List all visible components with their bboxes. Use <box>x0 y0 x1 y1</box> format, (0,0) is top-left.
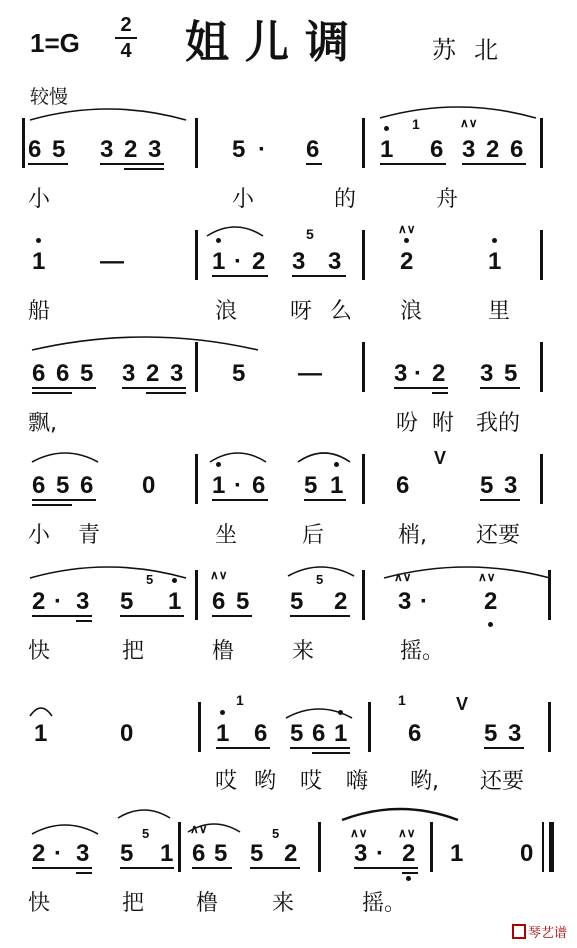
note: 6 <box>408 720 422 747</box>
note-dot: · <box>234 248 242 275</box>
logo-text: 琴艺谱 <box>528 926 568 941</box>
note: 6 <box>252 472 266 499</box>
underline-eighth <box>192 867 232 869</box>
note: 3 <box>394 360 408 387</box>
lyric: 摇。 <box>400 639 445 664</box>
bar-line <box>362 230 365 280</box>
underline-sixteenth <box>76 620 92 622</box>
bar-line <box>198 702 201 752</box>
bar-line <box>195 570 198 620</box>
key-signature: 1=G <box>30 28 80 58</box>
note: 3 <box>328 248 342 275</box>
lyric: 来 <box>272 891 295 916</box>
tempo-marking: 较慢 <box>30 86 69 108</box>
underline-eighth <box>32 499 96 501</box>
note: 3 <box>122 360 136 387</box>
bar-line <box>548 702 551 752</box>
note: 1 <box>488 248 502 275</box>
mordent-mark: ∧∨ <box>350 826 368 840</box>
note-dot: · <box>414 360 422 387</box>
note: 5 <box>232 360 246 387</box>
phrase-slur <box>296 446 352 464</box>
underline-eighth <box>292 275 346 277</box>
grace-note: 5 <box>142 826 150 841</box>
rest: 0 <box>520 840 534 867</box>
underline-eighth <box>122 387 186 389</box>
lyric: 哎 <box>300 769 323 794</box>
phrase-slur <box>116 804 172 820</box>
grace-note: 5 <box>272 826 280 841</box>
underline-eighth <box>290 747 350 749</box>
grace-note: 5 <box>146 572 154 587</box>
mordent-mark: ∧∨ <box>460 116 478 130</box>
lyric: 来 <box>292 639 315 664</box>
mordent-mark: ∧∨ <box>398 222 416 236</box>
bar-line <box>195 230 198 280</box>
note: 6 <box>56 360 70 387</box>
note: 2 <box>32 840 46 867</box>
note-dot: · <box>234 472 242 499</box>
note: 2 <box>486 136 500 163</box>
lyric: 浪 <box>400 299 423 324</box>
note: 1 <box>34 720 48 747</box>
note: 3 <box>170 360 184 387</box>
bar-line <box>178 822 181 872</box>
bar-line <box>195 454 198 504</box>
lyric: 还要 <box>480 769 525 794</box>
bar-line <box>362 570 365 620</box>
lyric: 么 <box>330 299 353 324</box>
dash: — <box>298 360 322 387</box>
note: 2 <box>402 840 416 867</box>
mordent-mark: ∧∨ <box>190 822 208 836</box>
lyric: 嗨 <box>346 769 369 794</box>
bar-line <box>195 118 198 168</box>
underline-eighth <box>32 387 96 389</box>
phrase-slur <box>30 330 260 352</box>
time-signature-denominator: 4 <box>120 40 132 62</box>
note: 5 <box>480 472 494 499</box>
phrase-slur <box>378 100 538 120</box>
phrase-slur <box>28 702 54 718</box>
note-dot: · <box>258 136 266 163</box>
lyric: 哟, <box>410 769 439 794</box>
final-bar-thin <box>542 822 544 872</box>
note: 1 <box>450 840 464 867</box>
lyric: 把 <box>122 891 145 916</box>
note: 6 <box>312 720 326 747</box>
lyric: 小 <box>232 187 255 212</box>
bar-line <box>362 342 365 392</box>
lyric: 船 <box>28 299 51 324</box>
lyric: 哟 <box>254 769 277 794</box>
lyric: 橹 <box>212 639 235 664</box>
bar-line <box>548 570 551 620</box>
lyric: 吩 <box>396 411 419 436</box>
lyric: 后 <box>302 523 325 548</box>
underline-eighth <box>212 499 268 501</box>
lyric: 青 <box>78 523 101 548</box>
underline-eighth <box>32 867 92 869</box>
bar-line <box>368 702 371 752</box>
underline-eighth <box>28 163 68 165</box>
note: 6 <box>430 136 444 163</box>
note: 5 <box>120 588 134 615</box>
underline-eighth <box>32 615 92 617</box>
note: 6 <box>32 360 46 387</box>
note: 1 <box>160 840 174 867</box>
lyric: 舟 <box>436 187 459 212</box>
dash: — <box>100 248 124 275</box>
mordent-mark: ∧∨ <box>210 568 228 582</box>
note: 2 <box>400 248 414 275</box>
note: 3 <box>76 840 90 867</box>
note: 6 <box>212 588 226 615</box>
underline-eighth <box>480 499 520 501</box>
underline-sixteenth <box>124 168 164 170</box>
grace-note: 5 <box>306 226 314 242</box>
lyric: 摇。 <box>362 891 407 916</box>
high-octave-dot <box>216 238 221 243</box>
underline-eighth <box>290 615 350 617</box>
phrase-slur <box>284 702 354 720</box>
underline-eighth <box>216 747 270 749</box>
note: 2 <box>284 840 298 867</box>
note: 1 <box>216 720 230 747</box>
note: 5 <box>80 360 94 387</box>
note: 1 <box>334 720 348 747</box>
underline-eighth <box>380 163 446 165</box>
note-dot: · <box>54 588 62 615</box>
lyric: 橹 <box>196 891 219 916</box>
phrase-slur <box>340 802 460 822</box>
high-octave-dot <box>216 462 221 467</box>
lyric: 里 <box>488 299 511 324</box>
breath-mark: V <box>456 694 469 714</box>
underline-eighth <box>120 867 174 869</box>
mordent-mark: ∧∨ <box>478 570 496 584</box>
note-dot: · <box>376 840 384 867</box>
note: 5 <box>250 840 264 867</box>
lyric: 小 <box>28 187 51 212</box>
underline-eighth <box>250 867 300 869</box>
grace-note: 1 <box>412 116 420 132</box>
site-logo[interactable] <box>512 922 567 941</box>
grace-note: 5 <box>316 572 324 587</box>
note: 5 <box>484 720 498 747</box>
underline-eighth <box>304 499 346 501</box>
note: 6 <box>80 472 94 499</box>
note: 5 <box>214 840 228 867</box>
lyric: 快 <box>28 639 51 664</box>
underline-eighth <box>462 163 526 165</box>
note: 5 <box>290 588 304 615</box>
time-signature-bar <box>115 37 137 39</box>
note: 3 <box>398 588 412 615</box>
underline-eighth <box>306 163 322 165</box>
song-title: 姐儿调 <box>185 17 365 68</box>
note: 5 <box>56 472 70 499</box>
underline-eighth <box>100 163 164 165</box>
bar-line <box>22 118 25 168</box>
high-octave-dot <box>338 710 343 715</box>
grace-note: 1 <box>398 692 406 708</box>
lyric: 把 <box>122 639 145 664</box>
underline-eighth <box>484 747 524 749</box>
note: 6 <box>28 136 42 163</box>
high-octave-dot <box>172 578 177 583</box>
lyric: 梢, <box>398 523 427 548</box>
note: 1 <box>168 588 182 615</box>
high-octave-dot <box>384 126 389 131</box>
note: 3 <box>292 248 306 275</box>
note: 6 <box>32 472 46 499</box>
bar-line <box>362 118 365 168</box>
phrase-slur <box>30 446 100 464</box>
bar-line <box>540 230 543 280</box>
note: 5 <box>236 588 250 615</box>
lyric: 我的 <box>476 411 521 436</box>
underline-sixteenth <box>76 872 92 874</box>
note: 3 <box>148 136 162 163</box>
lyric: 快 <box>28 891 51 916</box>
underline-sixteenth <box>312 752 350 754</box>
phrase-slur <box>28 560 188 580</box>
final-bar-thick <box>549 822 554 872</box>
underline-sixteenth <box>32 504 72 506</box>
low-octave-dot <box>406 876 411 881</box>
note: 6 <box>396 472 410 499</box>
note: 6 <box>306 136 320 163</box>
note-dot: · <box>420 588 428 615</box>
rest: 0 <box>120 720 134 747</box>
high-octave-dot <box>334 462 339 467</box>
lyric: 咐 <box>432 411 455 436</box>
note: 6 <box>254 720 268 747</box>
note: 5 <box>290 720 304 747</box>
bar-line <box>540 454 543 504</box>
mordent-mark: ∧∨ <box>398 826 416 840</box>
note-dot: · <box>54 840 62 867</box>
time-signature-numerator: 2 <box>120 14 132 36</box>
note: 3 <box>504 472 518 499</box>
underline-sixteenth <box>402 872 418 874</box>
underline-eighth <box>394 387 448 389</box>
lyric: 小 <box>28 523 51 548</box>
mordent-mark: ∧∨ <box>394 570 412 584</box>
note: 2 <box>124 136 138 163</box>
underline-sixteenth <box>32 392 72 394</box>
note: 2 <box>146 360 160 387</box>
phrase-slur <box>30 818 100 836</box>
note: 6 <box>192 840 206 867</box>
logo-icon <box>512 924 526 939</box>
note: 2 <box>432 360 446 387</box>
breath-mark: V <box>434 448 447 468</box>
lyric: 浪 <box>215 299 238 324</box>
high-octave-dot <box>404 238 409 243</box>
underline-sixteenth <box>146 392 186 394</box>
lyric: 的 <box>334 187 357 212</box>
song-region: 苏北 <box>432 36 516 64</box>
note: 3 <box>462 136 476 163</box>
note: 5 <box>304 472 318 499</box>
bar-line <box>540 342 543 392</box>
note: 6 <box>510 136 524 163</box>
note: 3 <box>76 588 90 615</box>
note: 2 <box>334 588 348 615</box>
phrase-slur <box>28 102 188 122</box>
underline-sixteenth <box>432 392 448 394</box>
lyric: 飘, <box>28 411 57 436</box>
high-octave-dot <box>36 238 41 243</box>
note: 2 <box>252 248 266 275</box>
note: 1 <box>330 472 344 499</box>
note: 5 <box>120 840 134 867</box>
note: 5 <box>52 136 66 163</box>
note: 2 <box>32 588 46 615</box>
note: 3 <box>100 136 114 163</box>
underline-eighth <box>120 615 184 617</box>
note: 1 <box>212 248 226 275</box>
high-octave-dot <box>492 238 497 243</box>
bar-line <box>540 118 543 168</box>
note: 1 <box>32 248 46 275</box>
note: 3 <box>508 720 522 747</box>
underline-eighth <box>212 615 252 617</box>
bar-line <box>318 822 321 872</box>
underline-eighth <box>212 275 268 277</box>
rest: 0 <box>142 472 156 499</box>
note: 2 <box>484 588 498 615</box>
lyric: 哎 <box>215 769 238 794</box>
lyric: 呀 <box>290 299 313 324</box>
note: 1 <box>380 136 394 163</box>
lyric: 坐 <box>215 523 238 548</box>
note: 5 <box>232 136 246 163</box>
note: 5 <box>504 360 518 387</box>
note: 1 <box>212 472 226 499</box>
note: 3 <box>480 360 494 387</box>
grace-note: 1 <box>236 692 244 708</box>
phrase-slur <box>205 220 265 238</box>
high-octave-dot <box>220 710 225 715</box>
time-signature <box>115 14 137 62</box>
note: 3 <box>354 840 368 867</box>
underline-eighth <box>354 867 418 869</box>
lyric: 还要 <box>476 523 521 548</box>
bar-line <box>430 822 433 872</box>
bar-line <box>362 454 365 504</box>
low-octave-dot <box>488 622 493 627</box>
underline-eighth <box>480 387 520 389</box>
bar-line <box>195 342 198 392</box>
